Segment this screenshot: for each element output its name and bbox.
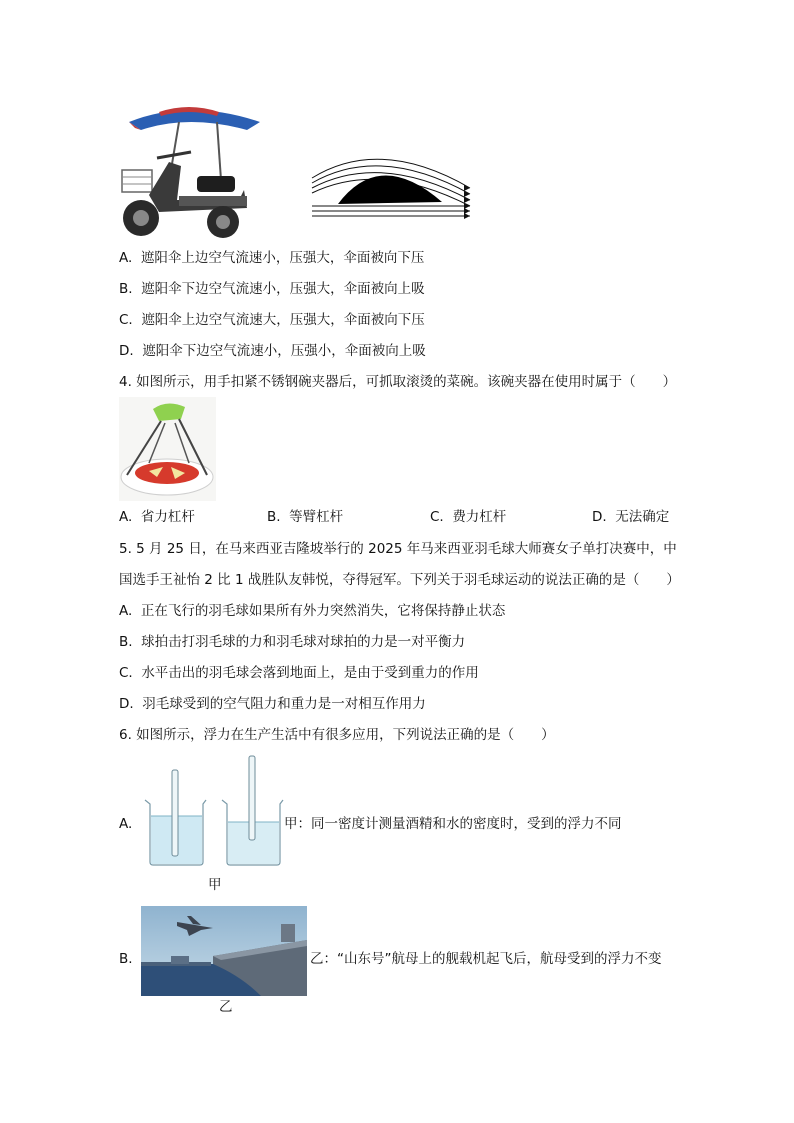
scooter-umbrella-figure: [119, 100, 264, 240]
q5-stem-line1: 5. 5 月 25 日，在马来西亚吉隆坡举行的 2025 年马来西亚羽毛球大师赛女子单打决赛中，中: [119, 541, 677, 557]
bowl-clamp-photo: [119, 397, 216, 501]
q4-option-a: A. 省力杠杆: [119, 509, 195, 525]
q6-option-a-letter: A.: [119, 816, 133, 832]
q4-stem: 4. 如图所示，用手扣紧不锈钢碗夹器后，可抓取滚烫的菜碗。该碗夹器在使用时属于（ ）: [119, 374, 677, 390]
figure-caption-jia: 甲: [208, 877, 222, 893]
q3-option-b: B. 遮阳伞下边空气流速小，压强大，伞面被向上吸: [119, 281, 425, 297]
q4-option-c: C. 费力杠杆: [430, 509, 507, 525]
aircraft-carrier-photo: [141, 906, 307, 996]
q5-option-c: C. 水平击出的羽毛球会落到地面上，是由于受到重力的作用: [119, 665, 479, 681]
q3-option-c: C. 遮阳伞上边空气流速大，压强大，伞面被向下压: [119, 312, 425, 328]
q5-option-d: D. 羽毛球受到的空气阻力和重力是一对相互作用力: [119, 696, 426, 712]
q5-option-b: B. 球拍击打羽毛球的力和羽毛球对球拍的力是一对平衡力: [119, 634, 466, 650]
q5-stem-line2: 国选手王祉怡 2 比 1 战胜队友韩悦，夺得冠军。下列关于羽毛球运动的说法正确的是（ ）: [119, 572, 680, 588]
q5-option-a: A. 正在飞行的羽毛球如果所有外力突然消失，它将保持静止状态: [119, 603, 506, 619]
figure-caption-yi: 乙: [219, 999, 233, 1015]
hydrometer-beakers-figure: [142, 752, 284, 867]
q6-option-b-letter: B.: [119, 951, 133, 967]
q4-option-d: D. 无法确定: [592, 509, 670, 525]
q3-option-d: D. 遮阳伞下边空气流速小，压强小，伞面被向上吸: [119, 343, 426, 359]
q6-stem: 6. 如图所示，浮力在生产生活中有很多应用，下列说法正确的是（ ）: [119, 727, 555, 743]
q4-option-b: B. 等臂杠杆: [267, 509, 344, 525]
q3-option-a: A. 遮阳伞上边空气流速小，压强大，伞面被向下压: [119, 250, 425, 266]
q6-option-b-text: 乙：“山东号”航母上的舰载机起飞后，航母受到的浮力不变: [310, 951, 662, 967]
q6-option-a-text: 甲：同一密度计测量酒精和水的密度时，受到的浮力不同: [284, 816, 622, 832]
airflow-diagram: [310, 150, 475, 222]
